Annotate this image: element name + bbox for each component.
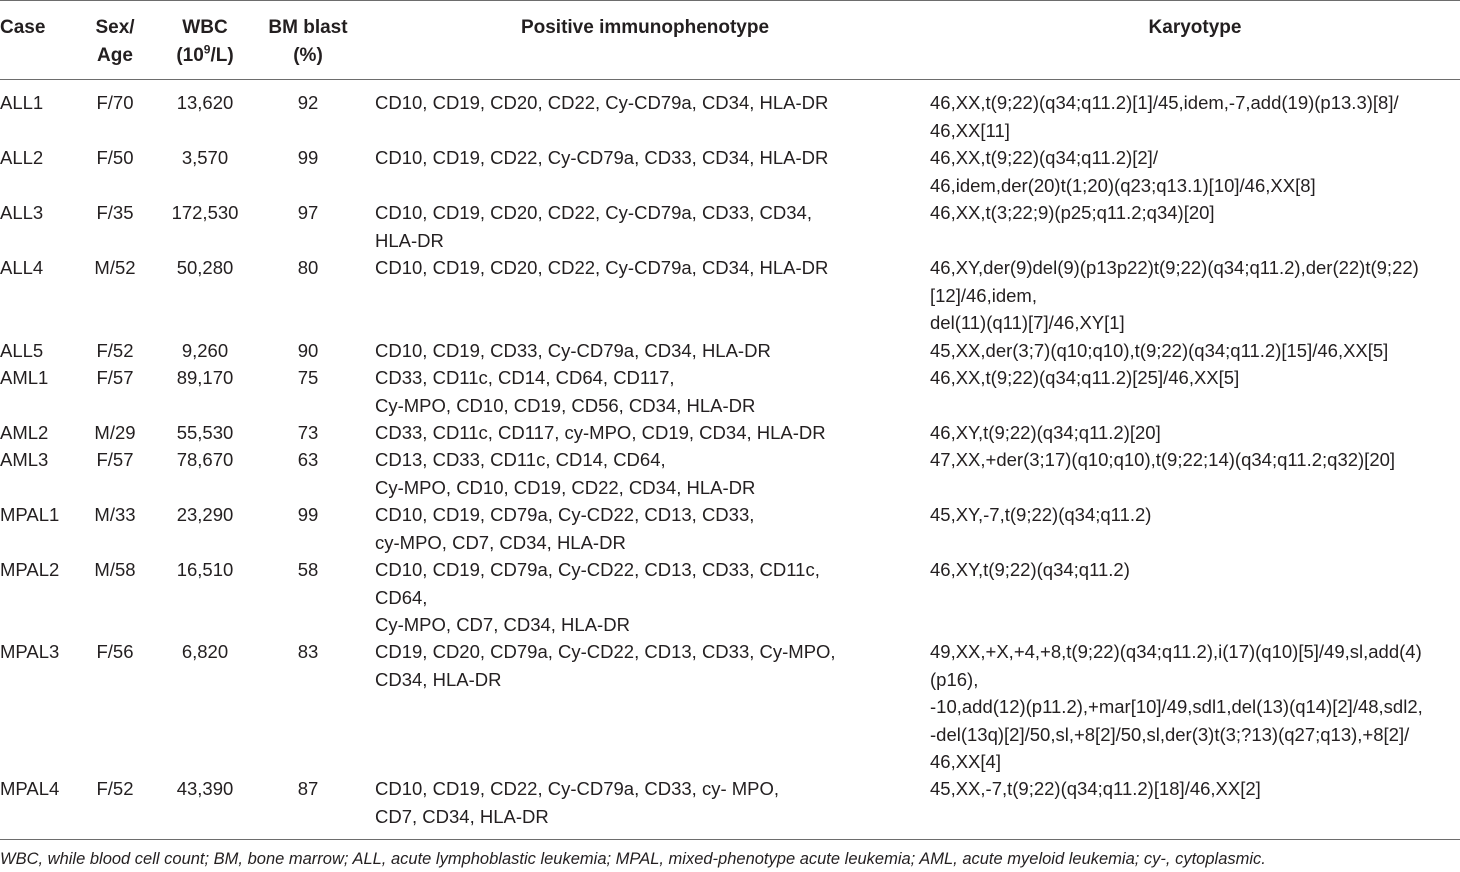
cell-karyotype: [930, 337, 1455, 365]
cell-immunophenotype-line: CD7, CD34, HLA-DR: [375, 805, 549, 827]
cell-karyotype: [930, 638, 1455, 776]
header-sex-age: Sex/ Age: [95, 17, 135, 66]
cell-case: MPAL2: [0, 559, 60, 580]
cell-sex-age: F/70: [96, 92, 134, 113]
cell-karyotype: [930, 501, 1455, 529]
cell-karyotype-line: 45,XY,-7,t(9;22)(q34;q11.2): [930, 504, 1152, 525]
cell-immunophenotype-line: CD10, CD19, CD22, Cy-CD79a, CD33, cy- MPO,: [375, 778, 780, 799]
cell-immunophenotype-line: CD33, CD11c, CD14, CD64, CD117,: [375, 367, 675, 388]
cell-case: MPAL1: [0, 504, 60, 525]
cell-wbc: 43,390: [176, 778, 234, 799]
cell-immunophenotype-line: CD33, CD11c, CD117, cy-MPO, CD19, CD34, HLA-DR: [375, 422, 826, 443]
cell-bm-blast: 80: [297, 257, 319, 278]
cell-immunophenotype-line: CD10, CD19, CD20, CD22, Cy-CD79a, CD34, HLA-DR: [375, 92, 829, 113]
cell-immunophenotype-line: CD10, CD19, CD20, CD22, Cy-CD79a, CD34, HLA-DR: [375, 257, 829, 278]
cell-karyotype-line: -del(13q)[2]/50,sl,+8[2]/50,sl,der(3)t(3;?13)(q27;q13),+8[2]/: [930, 723, 1410, 745]
cell-bm-blast: 73: [297, 422, 319, 443]
cell-immunophenotype: [375, 89, 915, 117]
cell-case: MPAL3: [0, 641, 60, 662]
cell-karyotype: [930, 446, 1455, 474]
cell-immunophenotype: [375, 501, 915, 556]
cell-bm-blast: 92: [297, 92, 319, 113]
cell-wbc: 6,820: [181, 641, 229, 662]
cell-sex-age: M/33: [94, 504, 136, 525]
cell-immunophenotype-line: CD64,: [375, 586, 428, 608]
cell-sex-age: M/52: [94, 257, 136, 278]
cell-wbc: 16,510: [176, 559, 234, 580]
cell-wbc: 13,620: [176, 92, 234, 113]
cell-immunophenotype-line: CD10, CD19, CD20, CD22, Cy-CD79a, CD33, CD34,: [375, 202, 812, 223]
header-karyotype: Karyotype: [1148, 17, 1242, 38]
cell-bm-blast: 87: [297, 778, 319, 799]
cell-sex-age: F/57: [96, 449, 134, 470]
cell-karyotype-line: 46,XX,t(9;22)(q34;q11.2)[2]/: [930, 147, 1158, 168]
cell-karyotype: [930, 556, 1455, 584]
cell-case: ALL2: [0, 147, 44, 168]
cell-wbc: 3,570: [181, 147, 229, 168]
table-top-rule: [0, 0, 1460, 1]
cell-immunophenotype: [375, 419, 915, 447]
cell-bm-blast: 63: [297, 449, 319, 470]
cell-karyotype-line: 46,XY,t(9;22)(q34;q11.2)[20]: [930, 422, 1161, 443]
header-rule: [0, 79, 1460, 80]
header-wbc: WBC $(10^9/L)$: [176, 17, 234, 66]
cell-immunophenotype: [375, 775, 915, 830]
cell-karyotype: [930, 364, 1455, 392]
cell-immunophenotype-line: CD10, CD19, CD79a, Cy-CD22, CD13, CD33, CD11c,: [375, 559, 820, 580]
cell-karyotype-line: 47,XX,+der(3;17)(q10;q10),t(9;22;14)(q34;q11.2;q32)[20]: [930, 449, 1396, 470]
cell-bm-blast: 97: [297, 202, 319, 223]
cell-bm-blast: 58: [297, 559, 319, 580]
cell-case: AML1: [0, 367, 49, 388]
cell-karyotype-line: 46,XX[11]: [930, 119, 1010, 141]
cell-wbc: 55,530: [176, 422, 234, 443]
cell-immunophenotype-line: CD13, CD33, CD11c, CD14, CD64,: [375, 449, 666, 470]
cell-karyotype: [930, 89, 1455, 144]
cell-karyotype-line: 46,XX,t(9;22)(q34;q11.2)[25]/46,XX[5]: [930, 367, 1240, 388]
cell-karyotype: [930, 144, 1455, 199]
cell-karyotype-line: 46,XX,t(3;22;9)(p25;q11.2;q34)[20]: [930, 202, 1215, 223]
cell-immunophenotype-line: CD10, CD19, CD79a, Cy-CD22, CD13, CD33,: [375, 504, 755, 525]
cell-karyotype-line: 49,XX,+X,+4,+8,t(9;22)(q34;q11.2),i(17)(q10)[5]/49,sl,add(4): [930, 641, 1422, 662]
cell-karyotype: [930, 775, 1455, 803]
cell-immunophenotype-line: HLA-DR: [375, 229, 444, 251]
cell-karyotype-line: 46,XX,t(9;22)(q34;q11.2)[1]/45,idem,-7,add(19)(p13.3)[8]/: [930, 92, 1399, 113]
cell-sex-age: F/57: [96, 367, 134, 388]
cell-case: MPAL4: [0, 778, 60, 799]
cell-sex-age: F/35: [96, 202, 134, 223]
cell-karyotype-line: -10,add(12)(p11.2),+mar[10]/49,sdl1,del(13)(q14)[2]/48,sdl2,: [930, 696, 1423, 717]
cell-bm-blast: 75: [297, 367, 319, 388]
cell-karyotype-line: [12]/46,idem,: [930, 284, 1037, 306]
cell-bm-blast: 90: [297, 340, 319, 361]
cell-karyotype-line: del(11)(q11)[7]/46,XY[1]: [930, 312, 1125, 333]
cell-immunophenotype: [375, 556, 915, 639]
cell-case: ALL1: [0, 92, 44, 113]
cell-case: AML2: [0, 422, 49, 443]
cell-karyotype-line: (p16),: [930, 668, 979, 690]
cell-immunophenotype-line: CD10, CD19, CD22, Cy-CD79a, CD33, CD34, HLA-DR: [375, 147, 829, 168]
cell-wbc: 89,170: [176, 367, 234, 388]
header-case: Case: [0, 17, 46, 38]
cell-karyotype-line: 45,XX,der(3;7)(q10;q10),t(9;22)(q34;q11.2)[15]/46,XX[5]: [930, 340, 1389, 361]
cell-bm-blast: 83: [297, 641, 319, 662]
cell-immunophenotype-line: Cy-MPO, CD10, CD19, CD56, CD34, HLA-DR: [375, 394, 756, 416]
header-bm-blast: BM blast (%): [268, 17, 348, 66]
cell-wbc: 23,290: [176, 504, 234, 525]
cell-case: ALL3: [0, 202, 44, 223]
cell-karyotype-line: 46,XY,der(9)del(9)(p13p22)t(9;22)(q34;q11.2),der(22)t(9;22): [930, 257, 1419, 278]
cell-wbc: 9,260: [181, 340, 229, 361]
cell-immunophenotype-line: CD19, CD20, CD79a, Cy-CD22, CD13, CD33, Cy-MPO,: [375, 641, 836, 662]
cell-case: AML3: [0, 449, 49, 470]
cell-karyotype-line: 46,XY,t(9;22)(q34;q11.2): [930, 559, 1130, 580]
cell-immunophenotype-line: CD10, CD19, CD33, Cy-CD79a, CD34, HLA-DR: [375, 340, 771, 361]
table-bottom-rule: [0, 839, 1460, 840]
cell-karyotype-line: 45,XX,-7,t(9;22)(q34;q11.2)[18]/46,XX[2]: [930, 778, 1261, 799]
cell-sex-age: F/50: [96, 147, 134, 168]
cell-sex-age: F/52: [96, 340, 134, 361]
cell-sex-age: F/52: [96, 778, 134, 799]
cell-immunophenotype: [375, 364, 915, 419]
cell-karyotype-line: 46,idem,der(20)t(1;20)(q23;q13.1)[10]/46,XX[8]: [930, 174, 1316, 196]
cell-bm-blast: 99: [297, 147, 319, 168]
cell-sex-age: M/58: [94, 559, 136, 580]
cell-wbc: 50,280: [176, 257, 234, 278]
cell-immunophenotype-line: Cy-MPO, CD10, CD19, CD22, CD34, HLA-DR: [375, 476, 756, 498]
cell-immunophenotype-line: cy-MPO, CD7, CD34, HLA-DR: [375, 531, 626, 553]
header-immunophenotype: Positive immunophenotype: [520, 17, 770, 38]
cell-immunophenotype: [375, 638, 915, 693]
cell-case: ALL5: [0, 340, 44, 361]
cell-wbc: 172,530: [171, 202, 239, 223]
cell-bm-blast: 99: [297, 504, 319, 525]
cell-wbc: 78,670: [176, 449, 234, 470]
cell-karyotype: [930, 254, 1455, 337]
table-footnote: WBC, while blood cell count; BM, bone marrow; ALL, acute lymphoblastic leukemia; MPAL, mixed-phenotype acute leukemia; AML, acute myeloid leukemia; cy-, cytoplasmic.: [0, 850, 1266, 868]
cell-sex-age: M/29: [94, 422, 136, 443]
cell-immunophenotype-line: CD34, HLA-DR: [375, 668, 502, 690]
cell-immunophenotype: [375, 254, 915, 282]
cell-immunophenotype-line: Cy-MPO, CD7, CD34, HLA-DR: [375, 614, 630, 635]
cell-karyotype-line: 46,XX[4]: [930, 751, 1001, 772]
cell-karyotype: [930, 199, 1455, 227]
cell-karyotype: [930, 419, 1455, 447]
cell-immunophenotype: [375, 337, 915, 365]
cell-immunophenotype: [375, 446, 915, 501]
cell-immunophenotype: [375, 199, 915, 254]
cell-case: ALL4: [0, 257, 44, 278]
cell-sex-age: F/56: [96, 641, 134, 662]
cell-immunophenotype: [375, 144, 915, 172]
